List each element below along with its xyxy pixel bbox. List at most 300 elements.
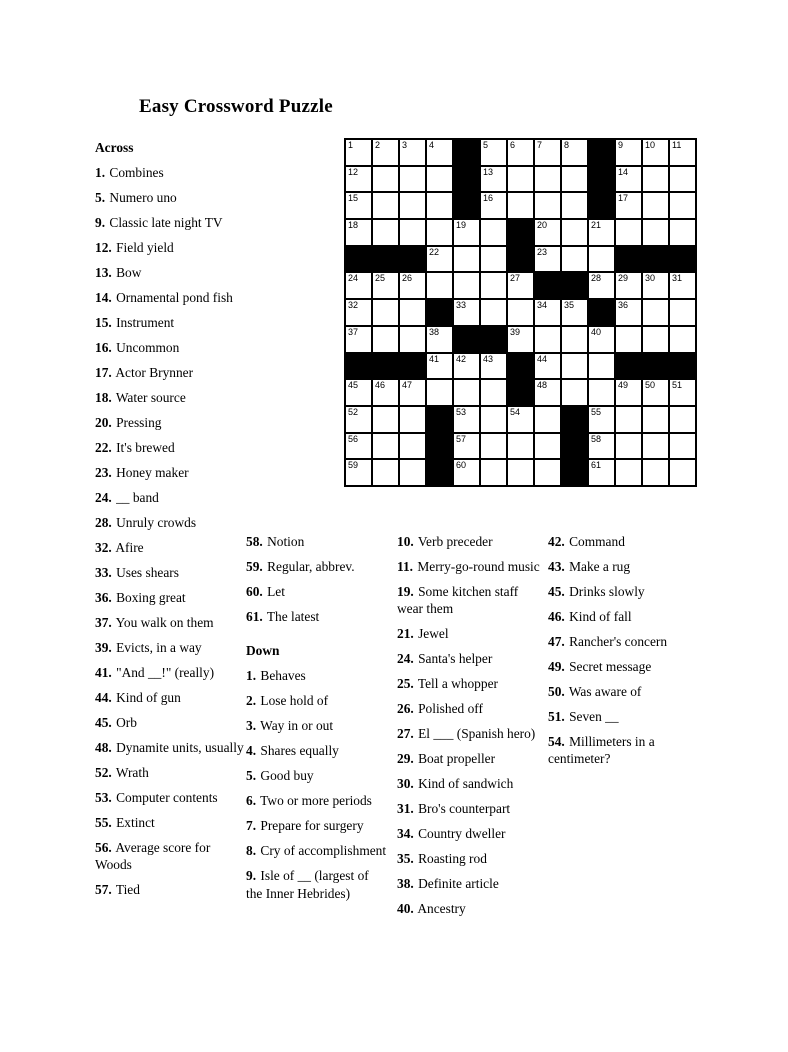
grid-cell-r13c11	[616, 460, 641, 485]
grid-cell-r1c11	[616, 140, 641, 165]
clue-number: 4.	[246, 743, 257, 759]
grid-cell-r4c4	[427, 220, 452, 245]
clue-number: 51.	[548, 709, 565, 724]
grid-cell-r3c3	[400, 193, 425, 218]
clue-down-40: 40. Ancestry	[397, 901, 466, 917]
clue-across-60: 60. Let	[246, 584, 285, 599]
clue-number: 43.	[548, 559, 565, 574]
cell-number: 39	[510, 326, 521, 337]
cell-number: 31	[672, 273, 683, 284]
grid-cell-r11c13	[670, 407, 695, 432]
cell-number: 35	[564, 300, 575, 311]
grid-cell-r8c10	[589, 327, 614, 352]
clue-number: 42.	[548, 534, 565, 549]
grid-cell-r10c6	[481, 380, 506, 405]
grid-cell-r9c5	[454, 354, 479, 379]
grid-cell-r3c13	[670, 193, 695, 218]
clue-number: 55.	[95, 815, 112, 830]
grid-cell-r3c7	[508, 193, 533, 218]
clue-number: 7.	[246, 818, 257, 834]
clue-across-59: 59. Regular, abbrev.	[246, 559, 355, 574]
grid-cell-r9c4	[427, 354, 452, 379]
grid-cell-r6c6	[481, 273, 506, 298]
cell-number: 42	[456, 353, 467, 364]
grid-cell-r8c11	[616, 327, 641, 352]
grid-cell-r4c6	[481, 220, 506, 245]
clue-across-37: 37. You walk on them	[95, 615, 214, 630]
clue-number: 60.	[246, 584, 263, 599]
clue-number: 6.	[246, 793, 257, 809]
grid-cell-r6c11	[616, 273, 641, 298]
clue-number: 23.	[95, 465, 112, 480]
clue-down-24: 24. Santa's helper	[397, 651, 493, 667]
clue-number: 35.	[397, 851, 414, 867]
grid-cell-r5c11	[616, 247, 641, 272]
clue-number: 54.	[548, 734, 565, 749]
crossword-grid	[344, 138, 697, 487]
grid-cell-r3c5	[454, 193, 479, 218]
clue-number: 53.	[95, 790, 112, 805]
grid-cell-r2c6	[481, 167, 506, 192]
grid-cell-r8c13	[670, 327, 695, 352]
grid-cell-r6c12	[643, 273, 668, 298]
grid-cell-r9c11	[616, 354, 641, 379]
down-heading: Down	[246, 643, 280, 659]
grid-cell-r10c12	[643, 380, 668, 405]
grid-cell-r12c4	[427, 434, 452, 459]
grid-cell-r3c6	[481, 193, 506, 218]
cell-number: 8	[564, 140, 570, 150]
grid-cell-r2c8	[535, 167, 560, 192]
clue-down-27: 27. El ___ (Spanish hero)	[397, 726, 536, 742]
cell-number: 41	[429, 353, 440, 364]
grid-cell-r1c8	[535, 140, 560, 165]
grid-cell-r12c1	[346, 434, 371, 459]
grid-cell-r7c4	[427, 300, 452, 325]
clues-column-2	[246, 533, 388, 910]
grid-cell-r9c3	[400, 354, 425, 379]
clue-across-45: 45. Orb	[95, 715, 137, 730]
cell-number: 51	[672, 380, 683, 391]
clue-across-41: 41. "And __!" (really)	[95, 665, 215, 680]
cell-number: 45	[348, 380, 359, 391]
clue-down-26: 26. Polished off	[397, 701, 483, 717]
grid-cell-r4c7	[508, 220, 533, 245]
grid-cell-r7c11	[616, 300, 641, 325]
cell-number: 26	[402, 273, 413, 284]
grid-cell-r7c10	[589, 300, 614, 325]
grid-cell-r9c10	[589, 354, 614, 379]
clue-number: 24.	[397, 651, 414, 667]
grid-cell-r13c4	[427, 460, 452, 485]
grid-cell-r8c4	[427, 327, 452, 352]
clue-number: 32.	[95, 540, 112, 555]
clue-number: 27.	[397, 726, 414, 742]
cell-number: 57	[456, 433, 467, 444]
cell-number: 25	[375, 273, 386, 284]
grid-cell-r4c5	[454, 220, 479, 245]
grid-cell-r1c13	[670, 140, 695, 165]
clue-number: 59.	[246, 559, 263, 574]
cell-number: 23	[537, 246, 548, 257]
clue-number: 38.	[397, 876, 414, 892]
across-clues-column	[95, 139, 247, 906]
grid-cell-r3c9	[562, 193, 587, 218]
grid-cell-r6c5	[454, 273, 479, 298]
clue-number: 45.	[95, 715, 112, 730]
clue-number: 34.	[397, 826, 414, 842]
grid-cell-r4c1	[346, 220, 371, 245]
grid-cell-r11c8	[535, 407, 560, 432]
clue-across-17: 17. Actor Brynner	[95, 365, 194, 380]
clue-across-24: 24. __ band	[95, 490, 159, 505]
clue-across-23: 23. Honey maker	[95, 465, 189, 480]
grid-cell-r13c8	[535, 460, 560, 485]
grid-cell-r12c13	[670, 434, 695, 459]
clue-down-50: 50. Was aware of	[548, 684, 642, 699]
clue-number: 2.	[246, 693, 257, 709]
grid-cell-r7c9	[562, 300, 587, 325]
grid-cell-r3c2	[373, 193, 398, 218]
clue-down-25: 25. Tell a whopper	[397, 676, 498, 692]
grid-cell-r8c9	[562, 327, 587, 352]
clue-down-46: 46. Kind of fall	[548, 609, 632, 624]
grid-cell-r5c9	[562, 247, 587, 272]
grid-cell-r10c13	[670, 380, 695, 405]
grid-cell-r2c2	[373, 167, 398, 192]
grid-cell-r6c7	[508, 273, 533, 298]
grid-cell-r12c3	[400, 434, 425, 459]
cell-number: 14	[618, 166, 629, 177]
clue-number: 48.	[95, 740, 112, 755]
grid-cell-r9c13	[670, 354, 695, 379]
clue-number: 9.	[95, 215, 106, 230]
clue-number: 16.	[95, 340, 112, 355]
grid-cell-r11c5	[454, 407, 479, 432]
grid-cell-r7c7	[508, 300, 533, 325]
clue-down-42: 42. Command	[548, 534, 625, 549]
grid-cell-r4c12	[643, 220, 668, 245]
clue-down-34: 34. Country dweller	[397, 826, 506, 842]
grid-cell-r1c3	[400, 140, 425, 165]
grid-cell-r1c12	[643, 140, 668, 165]
grid-cell-r3c1	[346, 193, 371, 218]
grid-cell-r3c12	[643, 193, 668, 218]
grid-cell-r3c4	[427, 193, 452, 218]
cell-number: 43	[483, 353, 494, 364]
grid-cell-r6c10	[589, 273, 614, 298]
clue-number: 37.	[95, 615, 112, 630]
grid-cell-r1c6	[481, 140, 506, 165]
across-clues-list	[95, 164, 247, 899]
grid-cell-r8c5	[454, 327, 479, 352]
grid-cell-r6c13	[670, 273, 695, 298]
grid-cell-r2c13	[670, 167, 695, 192]
clue-number: 33.	[95, 565, 112, 580]
clue-across-52: 52. Wrath	[95, 765, 149, 780]
clue-number: 12.	[95, 240, 112, 255]
grid-cell-r12c5	[454, 434, 479, 459]
grid-cell-r7c6	[481, 300, 506, 325]
cell-number: 2	[375, 140, 381, 150]
grid-cell-r11c1	[346, 407, 371, 432]
grid-cell-r9c1	[346, 354, 371, 379]
clue-number: 36.	[95, 590, 112, 605]
grid-cell-r5c10	[589, 247, 614, 272]
clue-number: 13.	[95, 265, 112, 280]
cell-number: 5	[483, 140, 489, 150]
grid-cell-r7c3	[400, 300, 425, 325]
grid-cell-r1c2	[373, 140, 398, 165]
clue-down-7: 7. Prepare for surgery	[246, 818, 364, 834]
grid-cell-r5c2	[373, 247, 398, 272]
clue-down-5: 5. Good buy	[246, 768, 314, 784]
grid-cell-r5c3	[400, 247, 425, 272]
cell-number: 30	[645, 273, 656, 284]
clues-column-4	[548, 533, 701, 775]
clue-down-2: 2. Lose hold of	[246, 693, 329, 709]
cell-number: 53	[456, 406, 467, 417]
cell-number: 17	[618, 193, 629, 204]
grid-cell-r11c2	[373, 407, 398, 432]
clue-across-48: 48. Dynamite units, usually	[95, 740, 244, 755]
grid-cell-r8c3	[400, 327, 425, 352]
cell-number: 32	[348, 300, 359, 311]
cell-number: 11	[672, 140, 682, 150]
grid-cell-r13c12	[643, 460, 668, 485]
grid-cell-r10c11	[616, 380, 641, 405]
clue-number: 30.	[397, 776, 414, 792]
clue-across-22: 22. It's brewed	[95, 440, 175, 455]
clue-number: 25.	[397, 676, 414, 692]
clue-number: 9.	[246, 868, 257, 884]
grid-cell-r4c8	[535, 220, 560, 245]
grid-cell-r11c6	[481, 407, 506, 432]
clue-across-53: 53. Computer contents	[95, 790, 218, 805]
grid-cell-r6c4	[427, 273, 452, 298]
grid-cell-r2c4	[427, 167, 452, 192]
clue-across-44: 44. Kind of gun	[95, 690, 181, 705]
clue-across-5: 5. Numero uno	[95, 190, 177, 205]
cell-number: 55	[591, 406, 602, 417]
grid-cell-r2c11	[616, 167, 641, 192]
clue-down-6: 6. Two or more periods	[246, 793, 372, 809]
clue-down-29: 29. Boat propeller	[397, 751, 496, 767]
clue-number: 28.	[95, 515, 112, 530]
down-clues-list	[246, 667, 388, 902]
clue-down-21: 21. Jewel	[397, 626, 449, 642]
clue-number: 14.	[95, 290, 112, 305]
clue-number: 3.	[246, 718, 257, 734]
grid-cell-r11c4	[427, 407, 452, 432]
grid-cell-r3c10	[589, 193, 614, 218]
cell-number: 20	[537, 220, 548, 231]
grid-cell-r6c1	[346, 273, 371, 298]
cell-number: 16	[483, 193, 494, 204]
cell-number: 24	[348, 273, 359, 284]
clue-number: 1.	[246, 668, 257, 684]
cell-number: 49	[618, 380, 629, 391]
clue-down-47: 47. Rancher's concern	[548, 634, 668, 649]
grid-cell-r2c12	[643, 167, 668, 192]
grid-cell-r13c2	[373, 460, 398, 485]
grid-cell-r12c12	[643, 434, 668, 459]
grid-cell-r11c7	[508, 407, 533, 432]
clue-across-28: 28. Unruly crowds	[95, 515, 197, 530]
clue-number: 50.	[548, 684, 565, 699]
grid-cell-r6c2	[373, 273, 398, 298]
clue-number: 45.	[548, 584, 565, 599]
grid-cell-r7c2	[373, 300, 398, 325]
clue-down-54: 54. Millimeters in a centimeter?	[548, 734, 655, 767]
grid-cell-r12c7	[508, 434, 533, 459]
cell-number: 6	[510, 140, 516, 150]
grid-cell-r3c8	[535, 193, 560, 218]
grid-cell-r7c5	[454, 300, 479, 325]
grid-cell-r5c8	[535, 247, 560, 272]
grid-cell-r7c13	[670, 300, 695, 325]
grid-cell-r10c4	[427, 380, 452, 405]
grid-cell-r9c6	[481, 354, 506, 379]
grid-cell-r7c12	[643, 300, 668, 325]
clue-down-31: 31. Bro's counterpart	[397, 801, 511, 817]
clue-across-58: 58. Notion	[246, 534, 305, 549]
clue-number: 44.	[95, 690, 112, 705]
grid-cell-r1c10	[589, 140, 614, 165]
cell-number: 36	[618, 300, 629, 311]
clue-across-18: 18. Water source	[95, 390, 186, 405]
grid-cell-r7c1	[346, 300, 371, 325]
grid-cell-r10c1	[346, 380, 371, 405]
clue-number: 29.	[397, 751, 414, 767]
cell-number: 61	[591, 460, 602, 471]
grid-cell-r11c3	[400, 407, 425, 432]
grid-cell-r12c8	[535, 434, 560, 459]
clue-down-49: 49. Secret message	[548, 659, 652, 674]
grid-cell-r6c3	[400, 273, 425, 298]
cell-number: 19	[456, 220, 467, 231]
clue-number: 11.	[397, 559, 413, 574]
grid-cell-r4c2	[373, 220, 398, 245]
cell-number: 38	[429, 326, 440, 337]
grid-cell-r5c5	[454, 247, 479, 272]
clue-number: 10.	[397, 534, 414, 549]
grid-cell-r1c4	[427, 140, 452, 165]
grid-cell-r10c10	[589, 380, 614, 405]
grid-cell-r5c13	[670, 247, 695, 272]
grid-cell-r8c12	[643, 327, 668, 352]
clue-across-36: 36. Boxing great	[95, 590, 186, 605]
clue-across-12: 12. Field yield	[95, 240, 174, 255]
grid-cell-r5c4	[427, 247, 452, 272]
grid-cell-r2c10	[589, 167, 614, 192]
grid-cell-r9c2	[373, 354, 398, 379]
grid-cell-r1c9	[562, 140, 587, 165]
cell-number: 27	[510, 273, 521, 284]
clue-number: 31.	[397, 801, 414, 817]
clue-down-38: 38. Definite article	[397, 876, 499, 892]
grid-cell-r11c10	[589, 407, 614, 432]
clue-number: 61.	[246, 609, 263, 624]
clue-across-57: 57. Tied	[95, 882, 140, 898]
clue-number: 26.	[397, 701, 414, 717]
cell-number: 50	[645, 380, 656, 391]
grid-cell-r13c5	[454, 460, 479, 485]
grid-cell-r8c1	[346, 327, 371, 352]
grid-cell-r5c1	[346, 247, 371, 272]
grid-cell-r11c11	[616, 407, 641, 432]
grid-cell-r9c7	[508, 354, 533, 379]
clue-down-19: 19. Some kitchen staff wear them	[397, 584, 519, 617]
cell-number: 29	[618, 273, 629, 284]
clues-column-3	[397, 533, 544, 925]
cell-number: 4	[429, 140, 435, 150]
cell-number: 48	[537, 380, 548, 391]
clue-number: 57.	[95, 882, 112, 898]
grid-cell-r13c1	[346, 460, 371, 485]
clue-down-9: 9. Isle of __ (largest of the Inner Hebrides)	[246, 868, 369, 901]
clue-down-45: 45. Drinks slowly	[548, 584, 645, 599]
clue-number: 18.	[95, 390, 112, 405]
clue-number: 39.	[95, 640, 112, 655]
grid-cell-r4c10	[589, 220, 614, 245]
clue-number: 5.	[95, 190, 106, 205]
grid-cell-r10c2	[373, 380, 398, 405]
clue-across-14: 14. Ornamental pond fish	[95, 290, 233, 305]
grid-cell-r5c7	[508, 247, 533, 272]
grid-cell-r13c10	[589, 460, 614, 485]
grid-cell-r13c6	[481, 460, 506, 485]
grid-cell-r4c9	[562, 220, 587, 245]
clue-down-11: 11. Merry-go-round music	[397, 559, 540, 574]
grid-cell-r4c3	[400, 220, 425, 245]
grid-cell-r10c9	[562, 380, 587, 405]
clue-number: 41.	[95, 665, 112, 680]
cell-number: 10	[645, 140, 656, 150]
grid-cell-r1c7	[508, 140, 533, 165]
grid-cell-r11c12	[643, 407, 668, 432]
grid-cell-r13c13	[670, 460, 695, 485]
cell-number: 3	[402, 140, 408, 150]
grid-cell-r2c3	[400, 167, 425, 192]
clue-across-9: 9. Classic late night TV	[95, 215, 223, 230]
clue-across-56: 56. Average score for Woods	[95, 840, 211, 873]
cell-number: 52	[348, 406, 359, 417]
grid-cell-r2c5	[454, 167, 479, 192]
clue-number: 47.	[548, 634, 565, 649]
grid-cell-r12c10	[589, 434, 614, 459]
grid-cell-r12c11	[616, 434, 641, 459]
grid-cell-r10c3	[400, 380, 425, 405]
grid-cell-r2c1	[346, 167, 371, 192]
clue-across-13: 13. Bow	[95, 265, 142, 280]
grid-cell-r10c8	[535, 380, 560, 405]
grid-cell-r12c9	[562, 434, 587, 459]
clue-across-33: 33. Uses shears	[95, 565, 179, 580]
grid-cell-r9c9	[562, 354, 587, 379]
clue-number: 56.	[95, 840, 112, 855]
grid-cell-r3c11	[616, 193, 641, 218]
clue-down-51: 51. Seven __	[548, 709, 619, 724]
clue-down-8: 8. Cry of accomplishment	[246, 843, 387, 859]
cell-number: 34	[537, 300, 548, 311]
grid-cell-r6c8	[535, 273, 560, 298]
cell-number: 12	[348, 166, 359, 177]
across-heading: Across	[95, 140, 134, 155]
grid-cell-r2c9	[562, 167, 587, 192]
cell-number: 33	[456, 300, 467, 311]
clue-across-61: 61. The latest	[246, 609, 320, 624]
